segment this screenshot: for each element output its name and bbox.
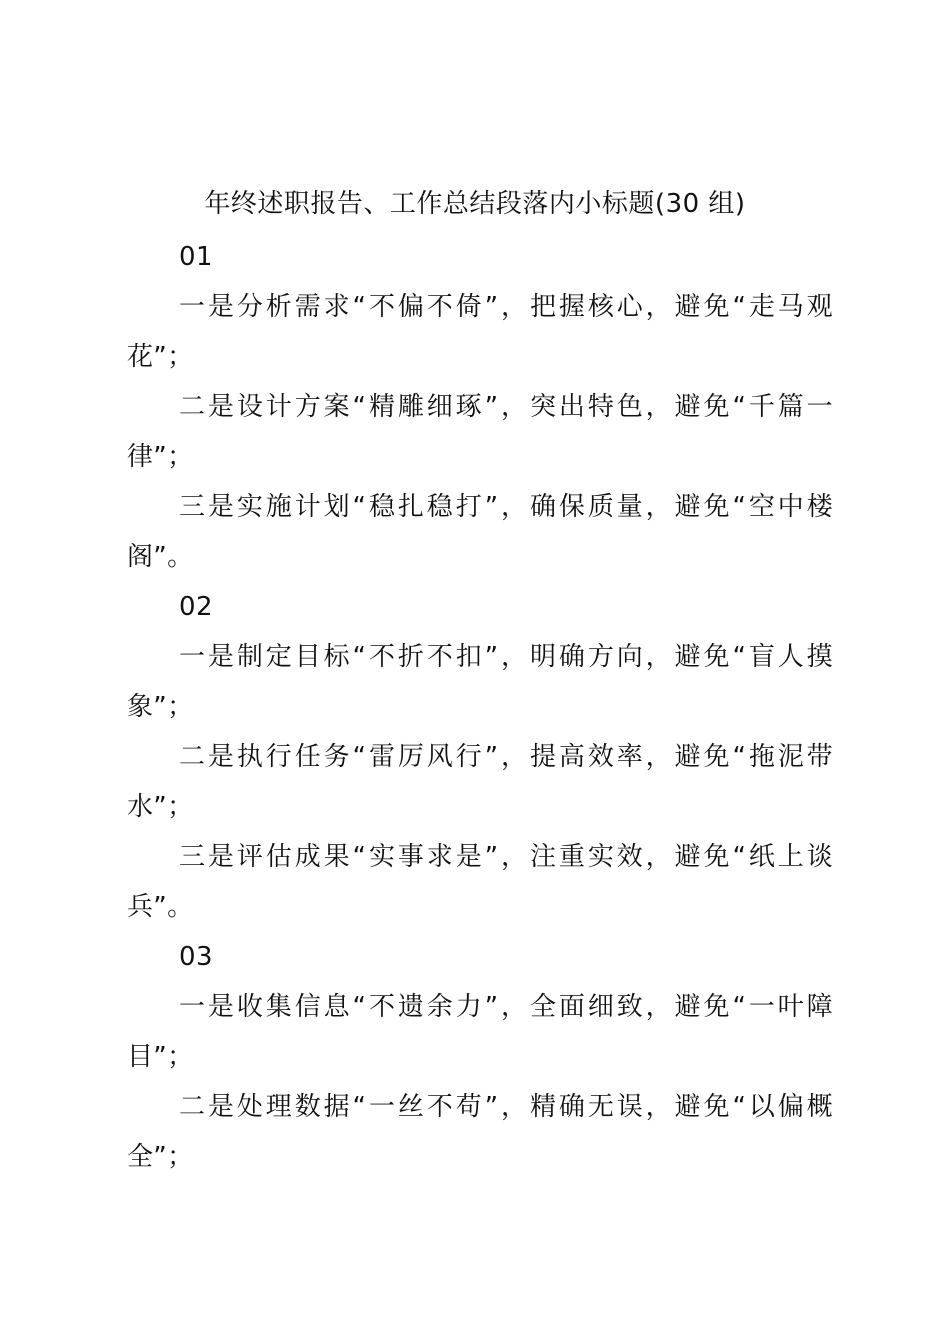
group-number-01: 01 bbox=[179, 242, 214, 272]
group-01-item-3: 三是实施计划“稳扎稳打”，确保质量，避免“空中楼阁”。 bbox=[127, 492, 833, 572]
group-number-03: 03 bbox=[179, 942, 214, 972]
group-01-item-2: 二是设计方案“精雕细琢”，突出特色，避免“千篇一律”； bbox=[127, 392, 833, 472]
document-title: 年终述职报告、工作总结段落内小标题(30 组) bbox=[204, 189, 746, 219]
group-03-item-2: 二是处理数据“一丝不苟”，精确无误，避免“以偏概全”； bbox=[127, 1092, 833, 1172]
group-02-item-1: 一是制定目标“不折不扣”，明确方向，避免“盲人摸象”； bbox=[127, 642, 833, 722]
group-02-item-3: 三是评估成果“实事求是”，注重实效，避免“纸上谈兵”。 bbox=[127, 842, 833, 922]
group-02-item-2: 二是执行任务“雷厉风行”，提高效率，避免“拖泥带水”； bbox=[127, 742, 833, 822]
group-number-02: 02 bbox=[179, 592, 214, 622]
document-body bbox=[127, 232, 833, 1182]
group-03-item-1: 一是收集信息“不遗余力”，全面细致，避免“一叶障目”； bbox=[127, 992, 833, 1072]
group-01-item-1: 一是分析需求“不偏不倚”，把握核心，避免“走马观花”； bbox=[127, 292, 833, 372]
